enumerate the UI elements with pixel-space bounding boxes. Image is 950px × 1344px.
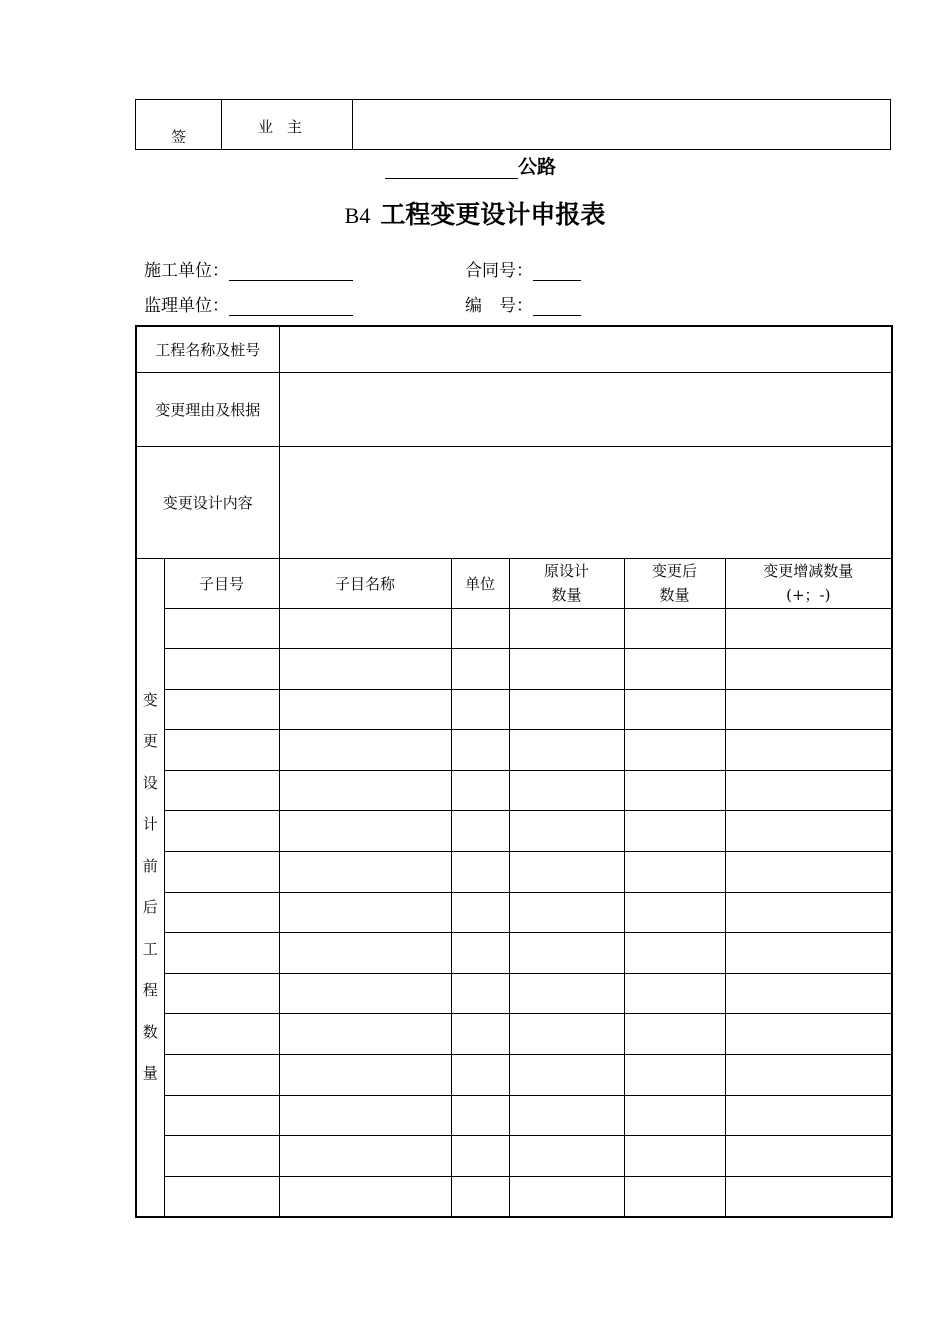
table-cell[interactable]: [509, 892, 624, 933]
table-cell[interactable]: [279, 608, 451, 649]
table-cell[interactable]: [279, 1176, 451, 1217]
table-row: [136, 770, 892, 811]
table-cell[interactable]: [164, 811, 279, 852]
table-row: [136, 1014, 892, 1055]
table-row: [136, 973, 892, 1014]
table-row: [136, 1136, 892, 1177]
contract-no-line: [465, 256, 581, 281]
table-cell[interactable]: [624, 770, 725, 811]
table-cell[interactable]: [725, 1014, 892, 1055]
reason-field[interactable]: [279, 372, 892, 446]
table-row: [136, 1055, 892, 1096]
table-cell[interactable]: [725, 649, 892, 690]
table-cell[interactable]: [451, 770, 509, 811]
table-cell[interactable]: [624, 1055, 725, 1096]
quantity-header-row: [136, 558, 892, 608]
table-cell[interactable]: [624, 608, 725, 649]
table-cell[interactable]: [509, 1136, 624, 1177]
table-cell[interactable]: [279, 811, 451, 852]
table-row: [136, 811, 892, 852]
table-cell[interactable]: [725, 1136, 892, 1177]
table-cell[interactable]: [279, 1014, 451, 1055]
table-cell[interactable]: [725, 1176, 892, 1217]
table-row: [136, 933, 892, 974]
table-row: [136, 1095, 892, 1136]
table-cell[interactable]: [279, 689, 451, 730]
table-cell[interactable]: [509, 1095, 624, 1136]
table-row: [136, 649, 892, 690]
project-name-field[interactable]: [279, 326, 892, 372]
road-name-title: [385, 152, 556, 179]
table-cell[interactable]: [279, 649, 451, 690]
contractor-field[interactable]: [229, 263, 353, 281]
table-cell[interactable]: [624, 1095, 725, 1136]
table-cell[interactable]: [509, 1176, 624, 1217]
table-cell[interactable]: [624, 1014, 725, 1055]
table-cell[interactable]: [509, 811, 624, 852]
table-cell[interactable]: [624, 933, 725, 974]
table-cell[interactable]: [725, 892, 892, 933]
table-cell[interactable]: [624, 973, 725, 1014]
table-cell[interactable]: [164, 933, 279, 974]
table-cell[interactable]: [451, 608, 509, 649]
change-request-table: [135, 325, 893, 1218]
table-cell[interactable]: [451, 892, 509, 933]
owner-label: 业主: [222, 100, 353, 150]
table-cell[interactable]: [509, 770, 624, 811]
form-code: B4: [344, 203, 371, 228]
quantity-section-char: 设: [142, 773, 158, 792]
quantity-section-char: 程: [142, 981, 158, 1000]
quantity-section-char: 更: [142, 732, 158, 751]
contractor-label: 施工单位：: [144, 261, 229, 281]
serial-no-line: [465, 291, 581, 316]
col-delta-qty: 变更增减数量 (+；-): [725, 558, 892, 608]
table-cell[interactable]: [279, 1055, 451, 1096]
table-cell[interactable]: [451, 649, 509, 690]
table-cell[interactable]: [164, 1014, 279, 1055]
col-orig-qty: 原设计 数量: [509, 558, 624, 608]
table-cell[interactable]: [164, 852, 279, 893]
table-row: [136, 730, 892, 771]
page-title: [0, 195, 950, 231]
table-cell[interactable]: [509, 852, 624, 893]
table-cell[interactable]: [279, 892, 451, 933]
quantity-section-char: 变: [142, 690, 158, 709]
quantity-section-char: 后: [142, 898, 158, 917]
table-row: [136, 1176, 892, 1217]
road-suffix: 公路: [518, 156, 557, 178]
table-cell[interactable]: [164, 730, 279, 771]
table-cell[interactable]: [725, 973, 892, 1014]
table-cell[interactable]: [164, 770, 279, 811]
table-cell[interactable]: [164, 1095, 279, 1136]
table-row: [136, 608, 892, 649]
quantity-section-char: 数: [142, 1022, 158, 1041]
table-cell[interactable]: [725, 608, 892, 649]
table-cell[interactable]: [624, 892, 725, 933]
content-field[interactable]: [279, 446, 892, 558]
table-row: [136, 892, 892, 933]
contract-no-label: 合同号：: [465, 261, 533, 281]
table-cell[interactable]: [164, 689, 279, 730]
table-cell[interactable]: [509, 1055, 624, 1096]
table-cell[interactable]: [279, 973, 451, 1014]
table-cell[interactable]: [725, 1095, 892, 1136]
owner-signature-field[interactable]: [353, 100, 891, 150]
table-cell[interactable]: [279, 730, 451, 771]
table-row: [136, 852, 892, 893]
col-item-no: 子目号: [164, 558, 279, 608]
table-cell[interactable]: [451, 689, 509, 730]
serial-no-label: 编 号：: [465, 296, 533, 316]
form-name: 工程变更设计申报表: [380, 200, 606, 229]
table-cell[interactable]: [509, 1014, 624, 1055]
table-cell[interactable]: [624, 811, 725, 852]
table-cell[interactable]: [725, 933, 892, 974]
col-unit: 单位: [451, 558, 509, 608]
supervisor-field[interactable]: [229, 298, 353, 316]
table-cell[interactable]: [624, 730, 725, 771]
table-cell[interactable]: [279, 1095, 451, 1136]
quantity-section-char: 工: [142, 939, 158, 958]
table-cell[interactable]: [624, 689, 725, 730]
road-name-blank[interactable]: [385, 158, 518, 179]
table-row: [136, 689, 892, 730]
quantity-section-char: 计: [142, 815, 158, 834]
table-cell[interactable]: [279, 933, 451, 974]
table-cell[interactable]: [509, 973, 624, 1014]
project-name-label: 工程名称及桩号: [136, 326, 279, 372]
table-cell[interactable]: [279, 770, 451, 811]
table-cell[interactable]: [624, 649, 725, 690]
quantity-section-char: 前: [142, 856, 158, 875]
table-cell[interactable]: [451, 730, 509, 771]
table-cell[interactable]: [725, 770, 892, 811]
col-item-name: 子目名称: [279, 558, 451, 608]
quantity-section-label: [136, 558, 164, 1217]
contractor-line: [144, 256, 353, 281]
table-cell[interactable]: [164, 649, 279, 690]
table-cell[interactable]: [509, 730, 624, 771]
table-cell[interactable]: [624, 852, 725, 893]
table-cell[interactable]: [451, 1176, 509, 1217]
table-cell[interactable]: [624, 1176, 725, 1217]
table-cell[interactable]: [451, 1136, 509, 1177]
sign-label: 签: [136, 100, 222, 150]
table-cell[interactable]: [164, 1055, 279, 1096]
supervisor-label: 监理单位：: [144, 296, 229, 316]
table-cell[interactable]: [725, 852, 892, 893]
table-cell[interactable]: [164, 608, 279, 649]
col-new-qty: 变更后 数量: [624, 558, 725, 608]
supervisor-line: [144, 291, 353, 316]
table-cell[interactable]: [164, 1136, 279, 1177]
table-cell[interactable]: [451, 1095, 509, 1136]
table-cell[interactable]: [725, 811, 892, 852]
table-cell[interactable]: [509, 933, 624, 974]
reason-label: 变更理由及根据: [136, 372, 279, 446]
serial-no-field[interactable]: [533, 298, 581, 316]
table-cell[interactable]: [624, 1136, 725, 1177]
table-cell[interactable]: [725, 730, 892, 771]
table-cell[interactable]: [451, 973, 509, 1014]
signature-table: [135, 99, 891, 150]
table-cell[interactable]: [164, 973, 279, 1014]
table-cell[interactable]: [164, 892, 279, 933]
table-cell[interactable]: [509, 649, 624, 690]
table-cell[interactable]: [509, 608, 624, 649]
quantity-section-char: 量: [142, 1064, 158, 1083]
table-cell[interactable]: [451, 933, 509, 974]
table-cell[interactable]: [451, 811, 509, 852]
contract-no-field[interactable]: [533, 263, 581, 281]
table-cell[interactable]: [279, 852, 451, 893]
table-cell[interactable]: [451, 852, 509, 893]
table-cell[interactable]: [725, 689, 892, 730]
table-cell[interactable]: [279, 1136, 451, 1177]
content-label: 变更设计内容: [136, 446, 279, 558]
table-cell[interactable]: [509, 689, 624, 730]
table-cell[interactable]: [164, 1176, 279, 1217]
table-cell[interactable]: [451, 1055, 509, 1096]
table-cell[interactable]: [451, 1014, 509, 1055]
table-cell[interactable]: [725, 1055, 892, 1096]
